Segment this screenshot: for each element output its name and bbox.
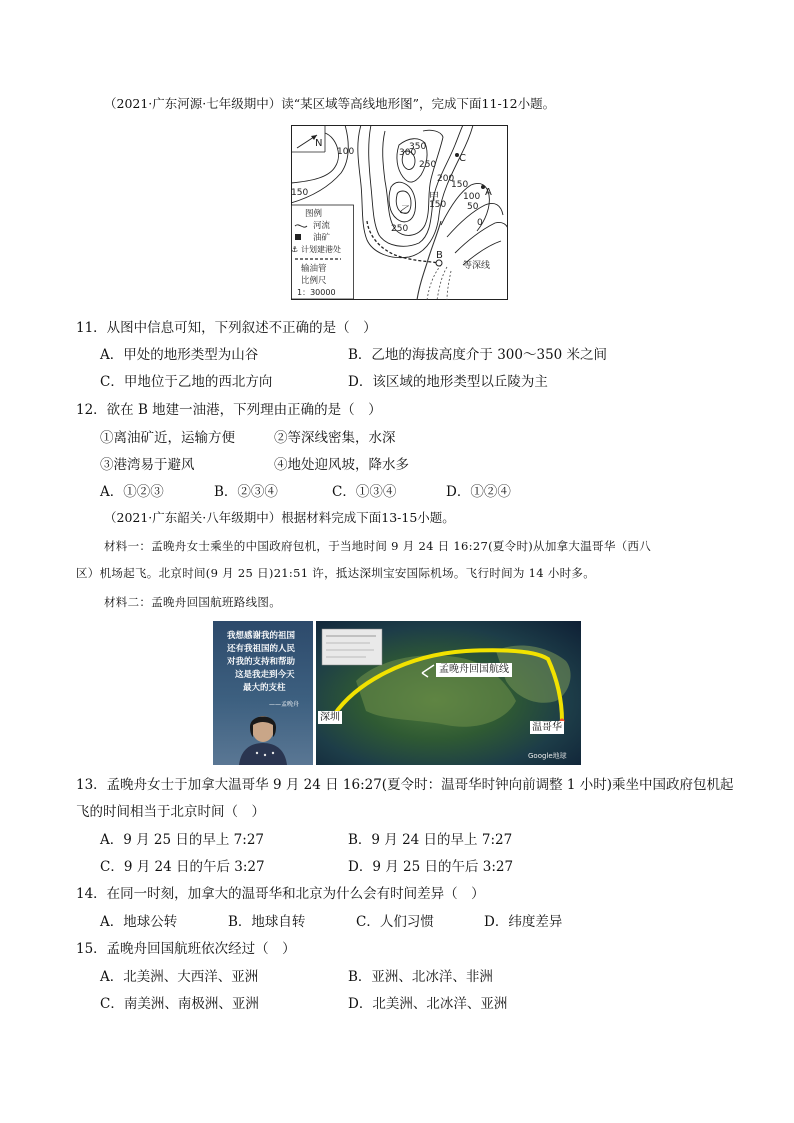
point-jia-label: 甲: [429, 192, 439, 203]
contour-label: 250: [419, 160, 437, 170]
q12-option-b: B．②③④: [214, 484, 278, 500]
watermark: Google地球: [528, 752, 567, 760]
point-yi-label: 乙: [399, 205, 409, 216]
q13-stem-line-2: 飞的时间相当于北京时间（ ）: [76, 804, 265, 820]
oil-mine-icon: [295, 234, 301, 240]
contour-label: 150: [429, 200, 447, 210]
q12-reason-3: ③港湾易于避风: [100, 457, 195, 473]
contour-label: 150: [291, 188, 309, 198]
q15-option-d: D．北美洲、北冰洋、亚洲: [348, 996, 508, 1012]
q15-stem: 15．孟晚舟回国航班依次经过（ ）: [76, 941, 296, 957]
q14-stem: 14．在同一时刻，加拿大的温哥华和北京为什么会有时间差异（ ）: [76, 886, 485, 902]
source-line-1: （2021·广东河源·七年级期中）读“某区域等高线地形图”，完成下面11-12小题。: [104, 96, 556, 111]
q12-reason-4: ④地处迎风坡，降水多: [274, 457, 409, 473]
q11-option-a: A．甲处的地形类型为山谷: [100, 347, 259, 363]
flight-route-image: [213, 621, 581, 765]
info-popup: [322, 629, 382, 665]
q15-option-a: A．北美洲、大西洋、亚洲: [100, 969, 259, 985]
contour-label: 100: [337, 147, 355, 157]
legend-port: 计划建港处: [301, 245, 341, 254]
q14-option-b: B．地球自转: [228, 914, 306, 930]
quote-panel: [213, 621, 313, 765]
legend-scale-label: 比例尺: [301, 276, 327, 286]
legend-oil: 油矿: [313, 233, 331, 243]
q11-stem: 11．从图中信息可知，下列叙述不正确的是（ ）: [76, 320, 377, 336]
contour-label: 300: [399, 148, 417, 158]
quote-line: 对我的支持和帮助: [227, 657, 296, 667]
q12-stem: 12．欲在 B 地建一油港，下列理由正确的是（ ）: [76, 402, 382, 418]
contour-label: 200: [437, 174, 455, 184]
q13-stem-line-1: 13．孟晚舟女士于加拿大温哥华 9 月 24 日 16:27(夏令时：温哥华时钟向前调整 1 小时)乘坐中国政府包机起: [76, 777, 734, 793]
portrait-icon: [233, 707, 293, 765]
anchor-icon: ⚓: [291, 245, 299, 254]
contour-label: 150: [451, 180, 469, 190]
material-2: 材料二：孟晚舟回国航班路线图。: [104, 595, 281, 609]
contour-label: 0: [477, 218, 483, 228]
quote-line: 最大的支柱: [243, 683, 286, 693]
isobath-label: 等深线: [463, 261, 491, 271]
quote-signature: ——孟晚舟: [269, 701, 300, 708]
source-line-2: （2021·广东韶关·八年级期中）根据材料完成下面13-15小题。: [104, 510, 455, 525]
quote-line: 这是我走到今天: [235, 670, 295, 680]
material-1-line-2: 区）机场起飞。北京时间(9 月 25 日)21:51 许，抵达深圳宝安国际机场。飞行时间为 14 小时多。: [76, 566, 596, 580]
globe-panel: [316, 621, 581, 765]
q12-reason-1: ①离油矿近，运输方便: [100, 430, 235, 446]
q15-option-b: B．亚洲、北冰洋、非洲: [348, 969, 493, 985]
contour-label: 100: [463, 192, 481, 202]
city-shenzhen: 深圳: [320, 712, 340, 723]
q11-option-c: C．甲地位于乙地的西北方向: [100, 374, 273, 390]
contour-label: 250: [391, 224, 409, 234]
contour-label: 350: [409, 142, 427, 152]
material-1-line-1: 材料一：孟晚舟女士乘坐的中国政府包机，于当地时间 9 月 24 日 16:27(夏令时)从加拿大温哥华（西八: [104, 539, 652, 553]
contour-label: 50: [467, 202, 479, 212]
q13-option-d: D．9 月 25 日的午后 3:27: [348, 859, 514, 875]
q15-option-c: C．南美洲、南极洲、亚洲: [100, 996, 259, 1012]
point-b-label: B: [436, 250, 443, 261]
city-vancouver: 温哥华: [532, 722, 562, 733]
q14-option-d: D．纬度差异: [484, 914, 563, 930]
q13-option-b: B．9 月 24 日的早上 7:27: [348, 832, 513, 848]
q13-option-c: C．9 月 24 日的午后 3:27: [100, 859, 265, 875]
legend-river: 河流: [313, 221, 331, 231]
q14-option-a: A．地球公转: [100, 914, 178, 930]
q12-reason-2: ②等深线密集，水深: [274, 430, 396, 446]
legend-scale-value: 1：30000: [297, 288, 336, 297]
q13-option-a: A．9 月 25 日的早上 7:27: [100, 832, 264, 848]
quote-line: 还有我祖国的人民: [227, 644, 296, 654]
q11-option-d: D．该区域的地形类型以丘陵为主: [348, 374, 548, 390]
q11-option-b: B．乙地的海拔高度介于 300～350 米之间: [348, 347, 608, 363]
q12-option-a: A．①②③: [100, 484, 164, 500]
q14-option-c: C．人们习惯: [356, 914, 434, 930]
legend-pipe: 输油管: [301, 264, 327, 274]
quote-line: 我想感谢我的祖国: [227, 631, 296, 641]
legend-title: 图例: [305, 209, 323, 219]
q12-option-d: D．①②④: [446, 484, 511, 500]
q12-option-c: C．①③④: [332, 484, 397, 500]
north-label: N: [315, 138, 323, 149]
contour-map: [291, 125, 508, 300]
route-label: 孟晚舟回国航线: [436, 663, 512, 677]
point-a-label: A: [485, 187, 492, 198]
point-c-label: C: [459, 153, 466, 164]
